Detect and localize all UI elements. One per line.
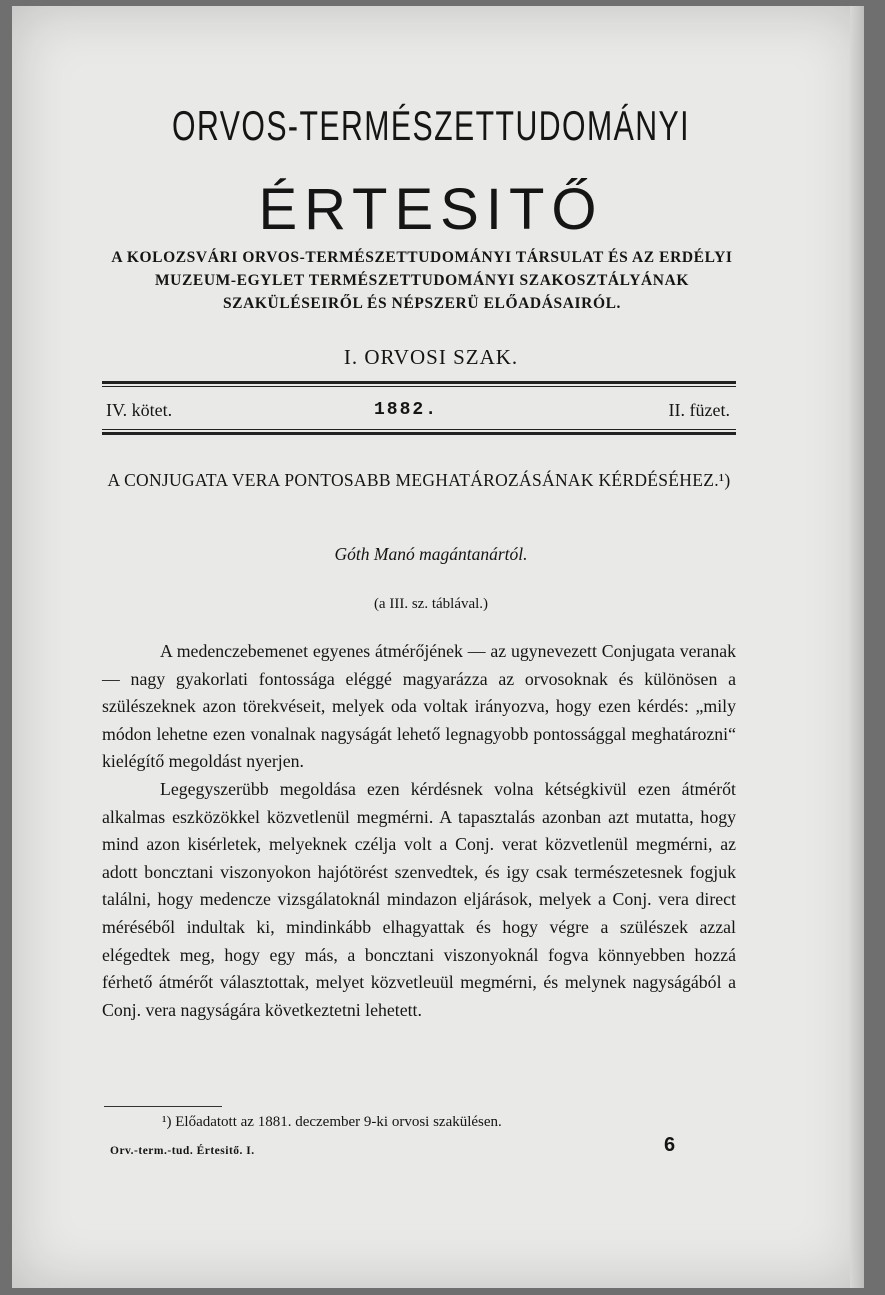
journal-title-line2: ÉRTESITŐ [258, 177, 604, 242]
page-edge [850, 6, 864, 1288]
article-title: A CONJUGATA VERA PONTOSABB MEGHATÁROZÁSÁNAK KÉRDÉSÉHEZ.¹) [107, 470, 731, 490]
paragraph: A medenczebemenet egyenes átmérőjének — az ugynevezett Conjugata veranak — nagy gyakorlati fontossága eléggé magyarázza az orvosoknak és különösen a szülészeknek azon törekvéseit, melyek oda voltak irányozva, hogy ezen kérdés: „mily módon lehetne ezen vonalnak nagyságát lehető legnagyobb pontossággal meghatározni“ kielégítő megoldást nyerjen. [102, 641, 736, 772]
paragraph: Legegyszerübb megoldása ezen kérdésnek volna kétségkivül ezen átmérőt alkalmas eszközökkel közvetlenül megmérni. A tapasztalás azonban azt mutatta, hogy mind azon kisérletek, melyeknek czélja volt a Conj. verat közvetlenül megmérni, az adott boncztani viszonyokon hajótörést szenvedtek, és igy csak természetesnek fogjuk találni, hogy medencze vizsgálatoknál mindazon eljárások, melyek a Conj. vera direct méréséből indultak ki, mindinkább elhagyattak és hogy végre a szülészek azzal elégedtek meg, hogy egy más, a boncztani viszonyoknál fogva könnyebben hozzá férhető átmérőt választottak, melyet közvetleuül megmérni, és melynek nagyságából a Conj. vera nagyságára következtetni lehetett. [102, 778, 736, 1020]
article-body [102, 638, 736, 1024]
bottom-rule-thin [102, 429, 736, 430]
section-heading: I. ORVOSI SZAK. [343, 345, 519, 369]
bottom-rule-thick [102, 432, 736, 435]
journal-title-line1: ORVOS-TERMÉSZETTUDOMÁNYI [172, 102, 690, 149]
document-page [12, 6, 864, 1288]
year-label: 1882. [374, 400, 439, 420]
printer-signature: Orv.-term.-tud. Értesitő. I. [110, 1145, 255, 1157]
journal-subtitle: A KOLOZSVÁRI ORVOS-TERMÉSZETTUDOMÁNYI TÁRSULAT ÉS AZ ERDÉLYI MUZEUM-EGYLET TERMÉSZETTUDOMÁNYI SZAKOSZTÁLYÁNAK SZAKÜLÉSEIRŐL ÉS NÉPSZERÜ ELŐADÁSAIRÓL. [111, 249, 733, 312]
signature-number: 6 [664, 1134, 676, 1156]
top-rule-thin [102, 386, 736, 387]
issue-label: II. füzet. [668, 400, 730, 420]
article-author: Góth Manó magántanártól. [334, 544, 528, 564]
volume-label: IV. kötet. [106, 400, 173, 420]
plate-note: (a III. sz. táblával.) [373, 596, 489, 612]
footnote-rule [104, 1106, 222, 1107]
top-rule-thick [102, 381, 736, 384]
footnote: ¹) Előadatott az 1881. deczember 9-ki orvosi szakülésen. [162, 1114, 502, 1130]
